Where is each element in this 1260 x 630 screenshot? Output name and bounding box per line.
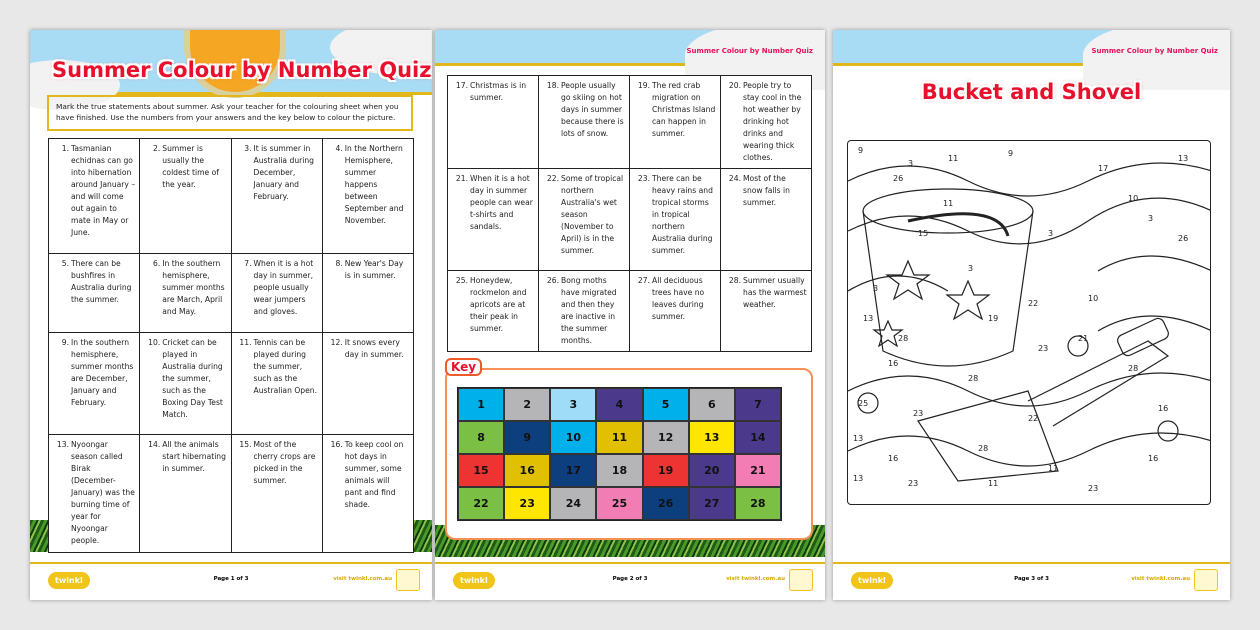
quiz-statement[interactable]: [231, 139, 322, 254]
table-row: [448, 271, 812, 352]
key-cell: 11: [596, 421, 642, 454]
footer: [30, 562, 432, 600]
key-cell: 3: [550, 388, 596, 421]
picture-number: 28: [1128, 364, 1139, 373]
award-badge-icon: [396, 569, 420, 591]
quiz-statement[interactable]: [49, 254, 140, 333]
picture-number: 13: [853, 474, 864, 483]
footer: [833, 562, 1230, 600]
statement-number: 9.: [61, 338, 69, 347]
key-cell: 5: [643, 388, 689, 421]
key-cell: 17: [550, 454, 596, 487]
key-cell: 21: [735, 454, 781, 487]
statement-number: 23.: [637, 174, 650, 183]
picture-number: 23: [908, 479, 919, 488]
page-number: Page 1 of 3: [213, 576, 249, 582]
picture-number: 15: [918, 229, 929, 238]
colouring-picture: [847, 140, 1211, 505]
quiz-statement[interactable]: [539, 271, 630, 352]
statement-text: People usually go skiing on hot days in summer because there is lots of snow.: [561, 81, 624, 138]
statement-text: When it is a hot day in summer, people usually wear jumpers and gloves.: [253, 259, 314, 316]
picture-number: 28: [968, 374, 979, 383]
colour-key-grid: [457, 387, 782, 521]
key-cell: 14: [735, 421, 781, 454]
quiz-statement[interactable]: [721, 271, 812, 352]
quiz-statement[interactable]: [140, 139, 231, 254]
picture-number: 28: [898, 334, 909, 343]
quiz-statement[interactable]: [49, 333, 140, 435]
statement-text: It snows every day in summer.: [344, 338, 404, 359]
award-badge-icon: [1194, 569, 1218, 591]
quiz-statement[interactable]: [539, 76, 630, 169]
statement-number: 27.: [637, 276, 650, 285]
picture-number: 23: [913, 409, 924, 418]
quiz-statement[interactable]: [539, 169, 630, 271]
statement-text: There can be heavy rains and tropical storms in tropical northern Australia during summer.: [652, 174, 713, 255]
page-number: Page 2 of 3: [612, 576, 648, 582]
statement-number: 26.: [546, 276, 559, 285]
instructions: Mark the true statements about summer. Ask your teacher for the colouring sheet when you have finished. Use the numbers from your answers and the key below to colour the picture.: [47, 95, 413, 131]
key-cell: 2: [504, 388, 550, 421]
statement-number: 17.: [455, 81, 468, 90]
header-title: Summer Colour by Number Quiz: [686, 47, 813, 55]
statement-number: 3.: [244, 144, 252, 153]
key-cell: 26: [643, 487, 689, 520]
statement-text: When it is a hot day in summer people can wear t-shirts and sandals.: [470, 174, 533, 231]
page-title: Summer Colour by Number Quiz: [52, 58, 432, 82]
key-cell: 19: [643, 454, 689, 487]
quiz-statement[interactable]: [49, 139, 140, 254]
quiz-statement[interactable]: [322, 254, 413, 333]
statement-text: Some of tropical northern Australia's wet season (November to April) is in the summer.: [561, 174, 624, 255]
quiz-statement[interactable]: [140, 333, 231, 435]
statement-text: Summer usually has the warmest weather.: [743, 276, 807, 309]
quiz-statement[interactable]: [721, 169, 812, 271]
picture-number: 9: [858, 146, 864, 155]
statement-text: In the southern hemisphere, summer months are December, January and February.: [71, 338, 134, 407]
key-cell: 15: [458, 454, 504, 487]
picture-number: 26: [893, 174, 904, 183]
key-cell: 7: [735, 388, 781, 421]
statement-text: New Year's Day is in summer.: [344, 259, 404, 280]
quiz-statement[interactable]: [140, 254, 231, 333]
footer-url[interactable]: visit twinkl.com.au: [1131, 576, 1190, 582]
table-row: [49, 435, 414, 553]
quiz-statement[interactable]: [322, 435, 413, 553]
twinkl-logo: twinkl: [851, 572, 893, 589]
picture-number: 10: [1128, 194, 1139, 203]
picture-number: 22: [1028, 299, 1039, 308]
statement-text: People try to stay cool in the hot weather by drinking hot drinks and wearing thick clothes.: [743, 81, 802, 162]
statement-number: 28.: [728, 276, 741, 285]
statement-text: Cricket can be played in Australia during the summer, such as the Boxing Day Test Match.: [162, 338, 223, 419]
page-1: [30, 30, 432, 600]
key-cell: 8: [458, 421, 504, 454]
statement-number: 1.: [61, 144, 69, 153]
key-cell: 28: [735, 487, 781, 520]
statement-text: To keep cool on hot days in summer, some animals will pant and find shade.: [344, 440, 404, 509]
statement-text: Honeydew, rockmelon and apricots are at their peak in summer.: [470, 276, 527, 333]
picture-number: 28: [978, 444, 989, 453]
quiz-table: [48, 138, 414, 553]
quiz-statement[interactable]: [140, 435, 231, 553]
statement-number: 4.: [335, 144, 343, 153]
picture-number: 16: [1158, 404, 1169, 413]
quiz-statement[interactable]: [448, 76, 539, 169]
statement-text: Tennis can be played during the summer, such as the Australian Open.: [253, 338, 318, 395]
picture-number: 11: [948, 154, 959, 163]
picture-number: 9: [1008, 149, 1014, 158]
statement-number: 25.: [455, 276, 468, 285]
picture-number: 3: [968, 264, 974, 273]
picture-number: 3: [1148, 214, 1154, 223]
quiz-statement[interactable]: [231, 435, 322, 553]
statement-text: In the Northern Hemisphere, summer happens between September and November.: [344, 144, 404, 225]
picture-number: 19: [988, 314, 999, 323]
quiz-statement[interactable]: [721, 76, 812, 169]
picture-number: 13: [863, 314, 874, 323]
statement-number: 16.: [330, 440, 343, 449]
quiz-statement[interactable]: [630, 76, 721, 169]
key-cell: 23: [504, 487, 550, 520]
statement-number: 13.: [56, 440, 69, 449]
statement-text: Tasmanian echidnas can go into hibernation around January – and will come out again to mate in May or June.: [71, 144, 136, 237]
key-cell: 24: [550, 487, 596, 520]
picture-number: 26: [1178, 234, 1189, 243]
key-label: Key: [445, 358, 482, 376]
key-cell: 13: [689, 421, 735, 454]
picture-number: 16: [1148, 454, 1159, 463]
statement-number: 15.: [239, 440, 252, 449]
quiz-statement[interactable]: [322, 333, 413, 435]
quiz-table: [447, 75, 812, 352]
picture-number: 11: [943, 199, 954, 208]
picture-number: 23: [1038, 344, 1049, 353]
statement-text: Nyoongar season called Birak (December-January) was the burning time of year for Nyoongar people.: [71, 440, 135, 545]
key-cell: 6: [689, 388, 735, 421]
footer-url[interactable]: visit twinkl.com.au: [333, 576, 392, 582]
table-row: [49, 333, 414, 435]
bucket-shovel-drawing: [848, 141, 1211, 505]
statement-text: The red crab migration on Christmas Island can happen in summer.: [652, 81, 716, 138]
twinkl-logo: twinkl: [48, 572, 90, 589]
statement-number: 18.: [546, 81, 559, 90]
statement-text: Christmas is in summer.: [470, 81, 527, 102]
statement-text: It is summer in Australia during December, January and February.: [253, 144, 315, 201]
key-cell: 9: [504, 421, 550, 454]
page-2: [435, 30, 825, 600]
picture-number: 25: [858, 399, 869, 408]
key-cell: 1: [458, 388, 504, 421]
picture-number: 16: [888, 359, 899, 368]
statement-number: 7.: [244, 259, 252, 268]
table-row: [49, 254, 414, 333]
picture-title: Bucket and Shovel: [921, 80, 1142, 104]
quiz-statement[interactable]: [630, 169, 721, 271]
quiz-statement[interactable]: [322, 139, 413, 254]
picture-number: 22: [1028, 414, 1039, 423]
key-cell: 27: [689, 487, 735, 520]
statement-text: Most of the snow falls in summer.: [743, 174, 790, 207]
picture-number: 23: [1088, 484, 1099, 493]
picture-number: 16: [888, 454, 899, 463]
statement-text: There can be bushfires in Australia during the summer.: [71, 259, 132, 304]
key-cell: 25: [596, 487, 642, 520]
picture-number: 21: [1078, 334, 1089, 343]
quiz-statement[interactable]: [630, 271, 721, 352]
statement-number: 6.: [153, 259, 161, 268]
footer: [435, 562, 825, 600]
twinkl-logo: twinkl: [453, 572, 495, 589]
page-3: [833, 30, 1230, 600]
header-title: Summer Colour by Number Quiz: [1091, 47, 1218, 55]
statement-text: Bong moths have migrated and then they are inactive in the summer months.: [561, 276, 617, 345]
award-badge-icon: [789, 569, 813, 591]
key-cell: 4: [596, 388, 642, 421]
key-cell: 22: [458, 487, 504, 520]
quiz-statement[interactable]: [231, 254, 322, 333]
table-row: [448, 76, 812, 169]
statement-number: 24.: [728, 174, 741, 183]
key-cell: 10: [550, 421, 596, 454]
statement-number: 14.: [148, 440, 161, 449]
table-row: [448, 169, 812, 271]
statement-text: All deciduous trees have no leaves during summer.: [652, 276, 705, 321]
statement-number: 10.: [148, 338, 161, 347]
table-row: [49, 139, 414, 254]
statement-number: 2.: [153, 144, 161, 153]
quiz-statement[interactable]: [49, 435, 140, 553]
quiz-statement[interactable]: [448, 271, 539, 352]
statement-text: Most of the cherry crops are picked in the summer.: [253, 440, 316, 485]
statement-number: 11.: [239, 338, 252, 347]
key-cell: 20: [689, 454, 735, 487]
key-cell: 16: [504, 454, 550, 487]
statement-text: All the animals start hibernating in summer.: [162, 440, 226, 473]
footer-url[interactable]: visit twinkl.com.au: [726, 576, 785, 582]
statement-number: 22.: [546, 174, 559, 183]
quiz-statement[interactable]: [231, 333, 322, 435]
statement-number: 19.: [637, 81, 650, 90]
picture-number: 11: [988, 479, 999, 488]
statement-text: Summer is usually the coldest time of the year.: [162, 144, 219, 189]
statement-number: 5.: [61, 259, 69, 268]
key-cell: 12: [643, 421, 689, 454]
statement-number: 20.: [728, 81, 741, 90]
picture-number: 3: [908, 159, 914, 168]
picture-number: 13: [1178, 154, 1189, 163]
picture-number: 13: [853, 434, 864, 443]
statement-number: 12.: [330, 338, 343, 347]
picture-number: 10: [1088, 294, 1099, 303]
statement-text: In the southern hemisphere, summer months are March, April and May.: [162, 259, 225, 316]
picture-number: 17: [1098, 164, 1109, 173]
quiz-statement[interactable]: [448, 169, 539, 271]
page-number: Page 3 of 3: [1014, 576, 1049, 582]
picture-number: 11: [1048, 464, 1059, 473]
statement-number: 21.: [455, 174, 468, 183]
picture-number: 3: [873, 284, 879, 293]
statement-number: 8.: [335, 259, 343, 268]
key-cell: 18: [596, 454, 642, 487]
picture-number: 3: [1048, 229, 1054, 238]
